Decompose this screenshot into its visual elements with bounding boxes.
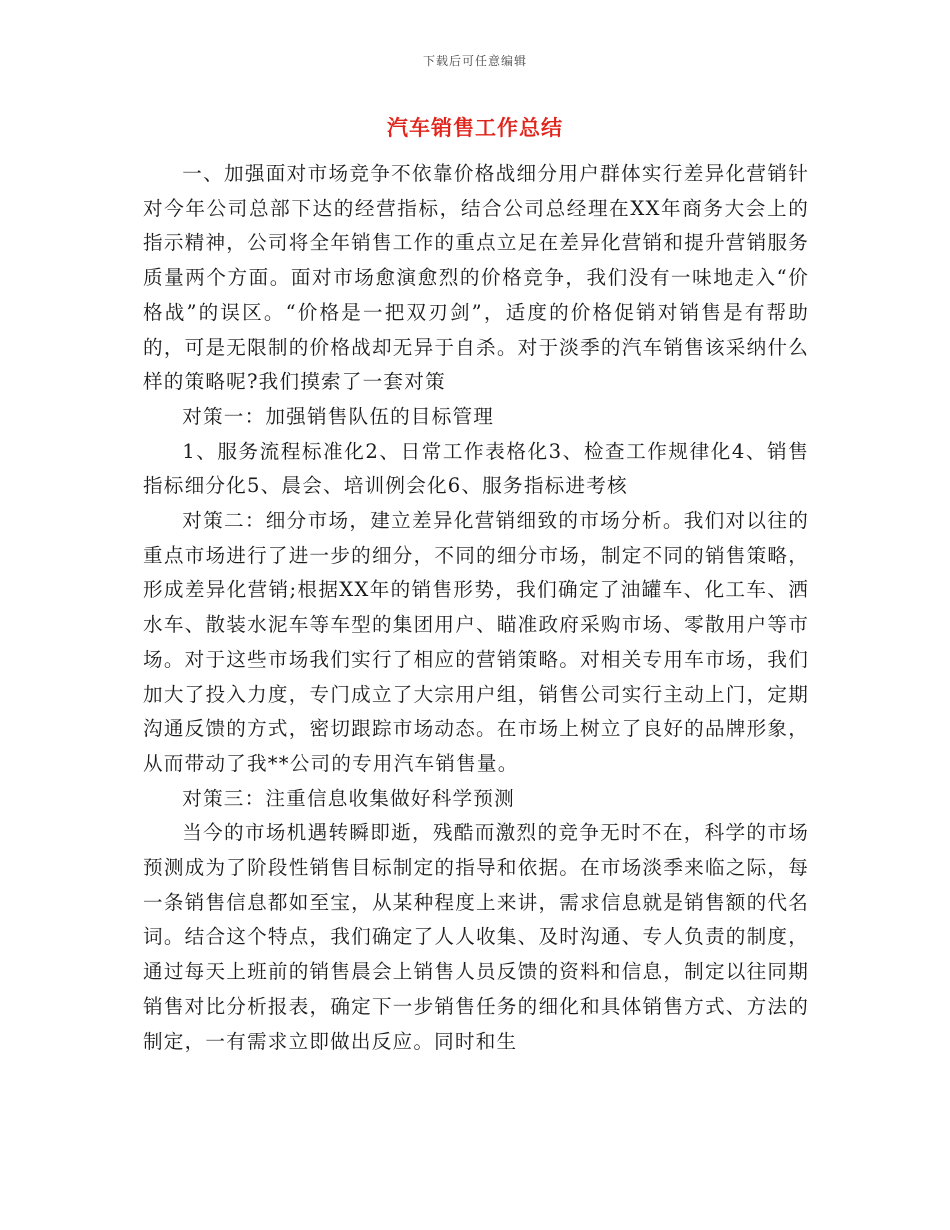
document-title: 汽车销售工作总结 bbox=[387, 115, 563, 140]
paragraph-strategy-two: 对策二：细分市场，建立差异化营销细致的市场分析。我们对以往的重点市场进行了进一步的细分，不同的细分市场，制定不同的销售策略，形成差异化营销;根据XX年的销售形势，我们确定了油罐车、化工车、洒水车、散装水泥车等车型的集团用户、瞄准政府采购市场、零散用户等市场。对于这些市场我们实行了相应的营销策略。对相关专用车市场，我们加大了投入力度，专门成立了大宗用户组，销售公司实行主动上门，定期沟通反馈的方式，密切跟踪市场动态。在市场上树立了良好的品牌形象，从而带动了我**公司的专用汽车销售量。 bbox=[143, 509, 809, 775]
paragraph-intro: 一、加强面对市场竞争不依靠价格战细分用户群体实行差异化营销针对今年公司总部下达的经营指标，结合公司总经理在XX年商务大会上的指示精神，公司将全年销售工作的重点立足在差异化营销和提升营销服务质量两个方面。面对市场愈演愈烈的价格竞争，我们没有一味地走入“价格战”的误区。“价格是一把双刃剑”，适度的价格促销对销售是有帮助的，可是无限制的价格战却无异于自杀。对于淡季的汽车销售该采纳什么样的策略呢?我们摸索了一套对策 bbox=[143, 162, 809, 394]
paragraph-strategy-one-items: 1、服务流程标准化2、日常工作表格化3、检查工作规律化4、销售指标细分化5、晨会、培训例会化6、服务指标进考核 bbox=[143, 439, 809, 498]
paragraph-strategy-three-heading: 对策三：注重信息收集做好科学预测 bbox=[182, 786, 515, 810]
header-note: 下载后可任意编辑 bbox=[422, 54, 527, 68]
paragraph-strategy-three-body: 当今的市场机遇转瞬即逝，残酷而激烈的竞争无时不在，科学的市场预测成为了阶段性销售目标制定的指导和依据。在市场淡季来临之际，每一条销售信息都如至宝，从某种程度上来讲，需求信息就是销售额的代名词。结合这个特点，我们确定了人人收集、及时沟通、专人负责的制度，通过每天上班前的销售晨会上销售人员反馈的资料和信息，制定以往同期销售对比分析报表，确定下一步销售任务的细化和具体销售方式、方法的制定，一有需求立即做出反应。同时和生 bbox=[143, 821, 809, 1053]
paragraph-strategy-one-heading: 对策一：加强销售队伍的目标管理 bbox=[182, 404, 495, 428]
document-body bbox=[143, 157, 809, 1059]
